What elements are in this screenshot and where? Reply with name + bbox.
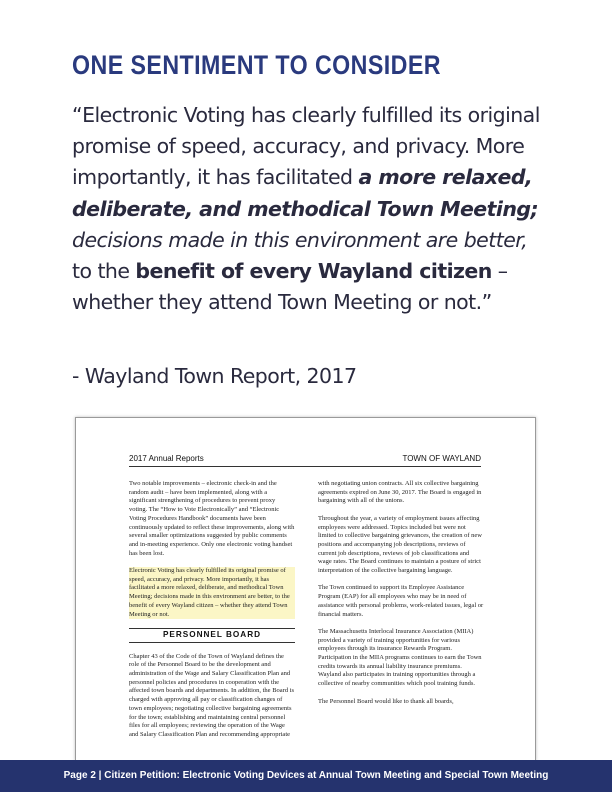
quote-emphasis-italic: decisions made in this environment are better, bbox=[72, 227, 528, 252]
report-paragraph: Chapter 43 of the Code of the Town of Wayland defines the role of the Personnel Board to be the development and administration of the Wage and Salary Classification Plan and personnel policies and procedures in cooperation with the affected town boards and departments. In addition, the Board is charged with approving all pay or classification changes of town employees; negotiating collective bargaining agreements for the town; establishing and maintaining central personnel files for all employees; reviewing the operation of the Wage and Salary Classification Plan and recommending appropriate bbox=[129, 652, 295, 738]
quote-emphasis-bold: benefit of every Wayland citizen bbox=[135, 259, 492, 284]
report-page-excerpt bbox=[75, 417, 536, 761]
section-title-personnel-board: PERSONNEL BOARD bbox=[129, 628, 295, 643]
report-paragraph: The Personnel Board would like to thank all boards, bbox=[318, 697, 454, 705]
report-column-right bbox=[318, 480, 484, 715]
quote-text: “Electronic Voting has clearly fulfilled its original promise of speed, accuracy, and privacy. More importantly, it has facilitated bbox=[72, 103, 540, 190]
highlighted-quote-paragraph: Electronic Voting has clearly fulfilled its original promise of speed, accuracy, and privacy. More importantly, it has facilitated a more relaxed, deliberate, and methodical Town Meeting; decisions made in this environment are better, to the benefit of every Wayland citizen – whether they attend Town Meeting or not. bbox=[129, 567, 295, 619]
quote-text: to the bbox=[72, 259, 136, 284]
quote-text: – whether they attend Town Meeting or not.” bbox=[72, 259, 508, 315]
report-header-left: 2017 Annual Reports bbox=[129, 454, 204, 463]
report-header-right: TOWN OF WAYLAND bbox=[402, 454, 481, 463]
quote-block bbox=[72, 100, 552, 318]
page-heading: ONE SENTIMENT TO CONSIDER bbox=[72, 50, 441, 80]
report-paragraph: Throughout the year, a variety of employment issues affecting employees were addressed. Topics included but were not limited to collective bargaining grievances, the creation of new positions and accompanying job descriptions, reviews of current job descriptions, reviews of job classifications and wage rates. The Board continues to maintain a posture of strict interpretation of the collective bargaining language. bbox=[318, 514, 482, 575]
report-column-left bbox=[129, 480, 295, 748]
report-paragraph: Two notable improvements – electronic check-in and the random audit – have been implemented, along with a significant strengthening of procedures to prevent proxy voting. The “How to Vote Electronically” and “Electronic Voting Procedures Handbook” documents have been continuously updated to reflect these improvements, along with several smaller optimizations suggested by public comments and in-meeting experience. Only one electronic voting handset has been lost. bbox=[129, 480, 295, 557]
report-page-header bbox=[129, 452, 481, 467]
quote-attribution: - Wayland Town Report, 2017 bbox=[72, 364, 357, 388]
report-paragraph: The Massachusetts Interlocal Insurance Association (MIIA) provided a variety of training opportunities for various employees through its insurance Rewards Program. Participation in the MIIA programs continues to earn the Town credits towards its annual liability insurance premiums. Wayland also participates in training opportunities through a collective of nearby communities which pool training funds. bbox=[318, 627, 482, 688]
page-footer: Page 2 | Citizen Petition: Electronic Voting Devices at Annual Town Meeting and Special Town Meeting bbox=[0, 760, 612, 792]
report-paragraph: The Town continued to support its Employee Assistance Program (EAP) for all employees who may be in need of assistance with personal problems, work-related issues, legal or financial matters. bbox=[318, 584, 484, 618]
quote-emphasis-bold-italic: a more relaxed, deliberate, and methodical Town Meeting; bbox=[72, 165, 539, 221]
report-paragraph: with negotiating union contracts. All six collective bargaining agreements expired on June 30, 2017. The Board is engaged in bargaining with all of the unions. bbox=[318, 480, 482, 505]
